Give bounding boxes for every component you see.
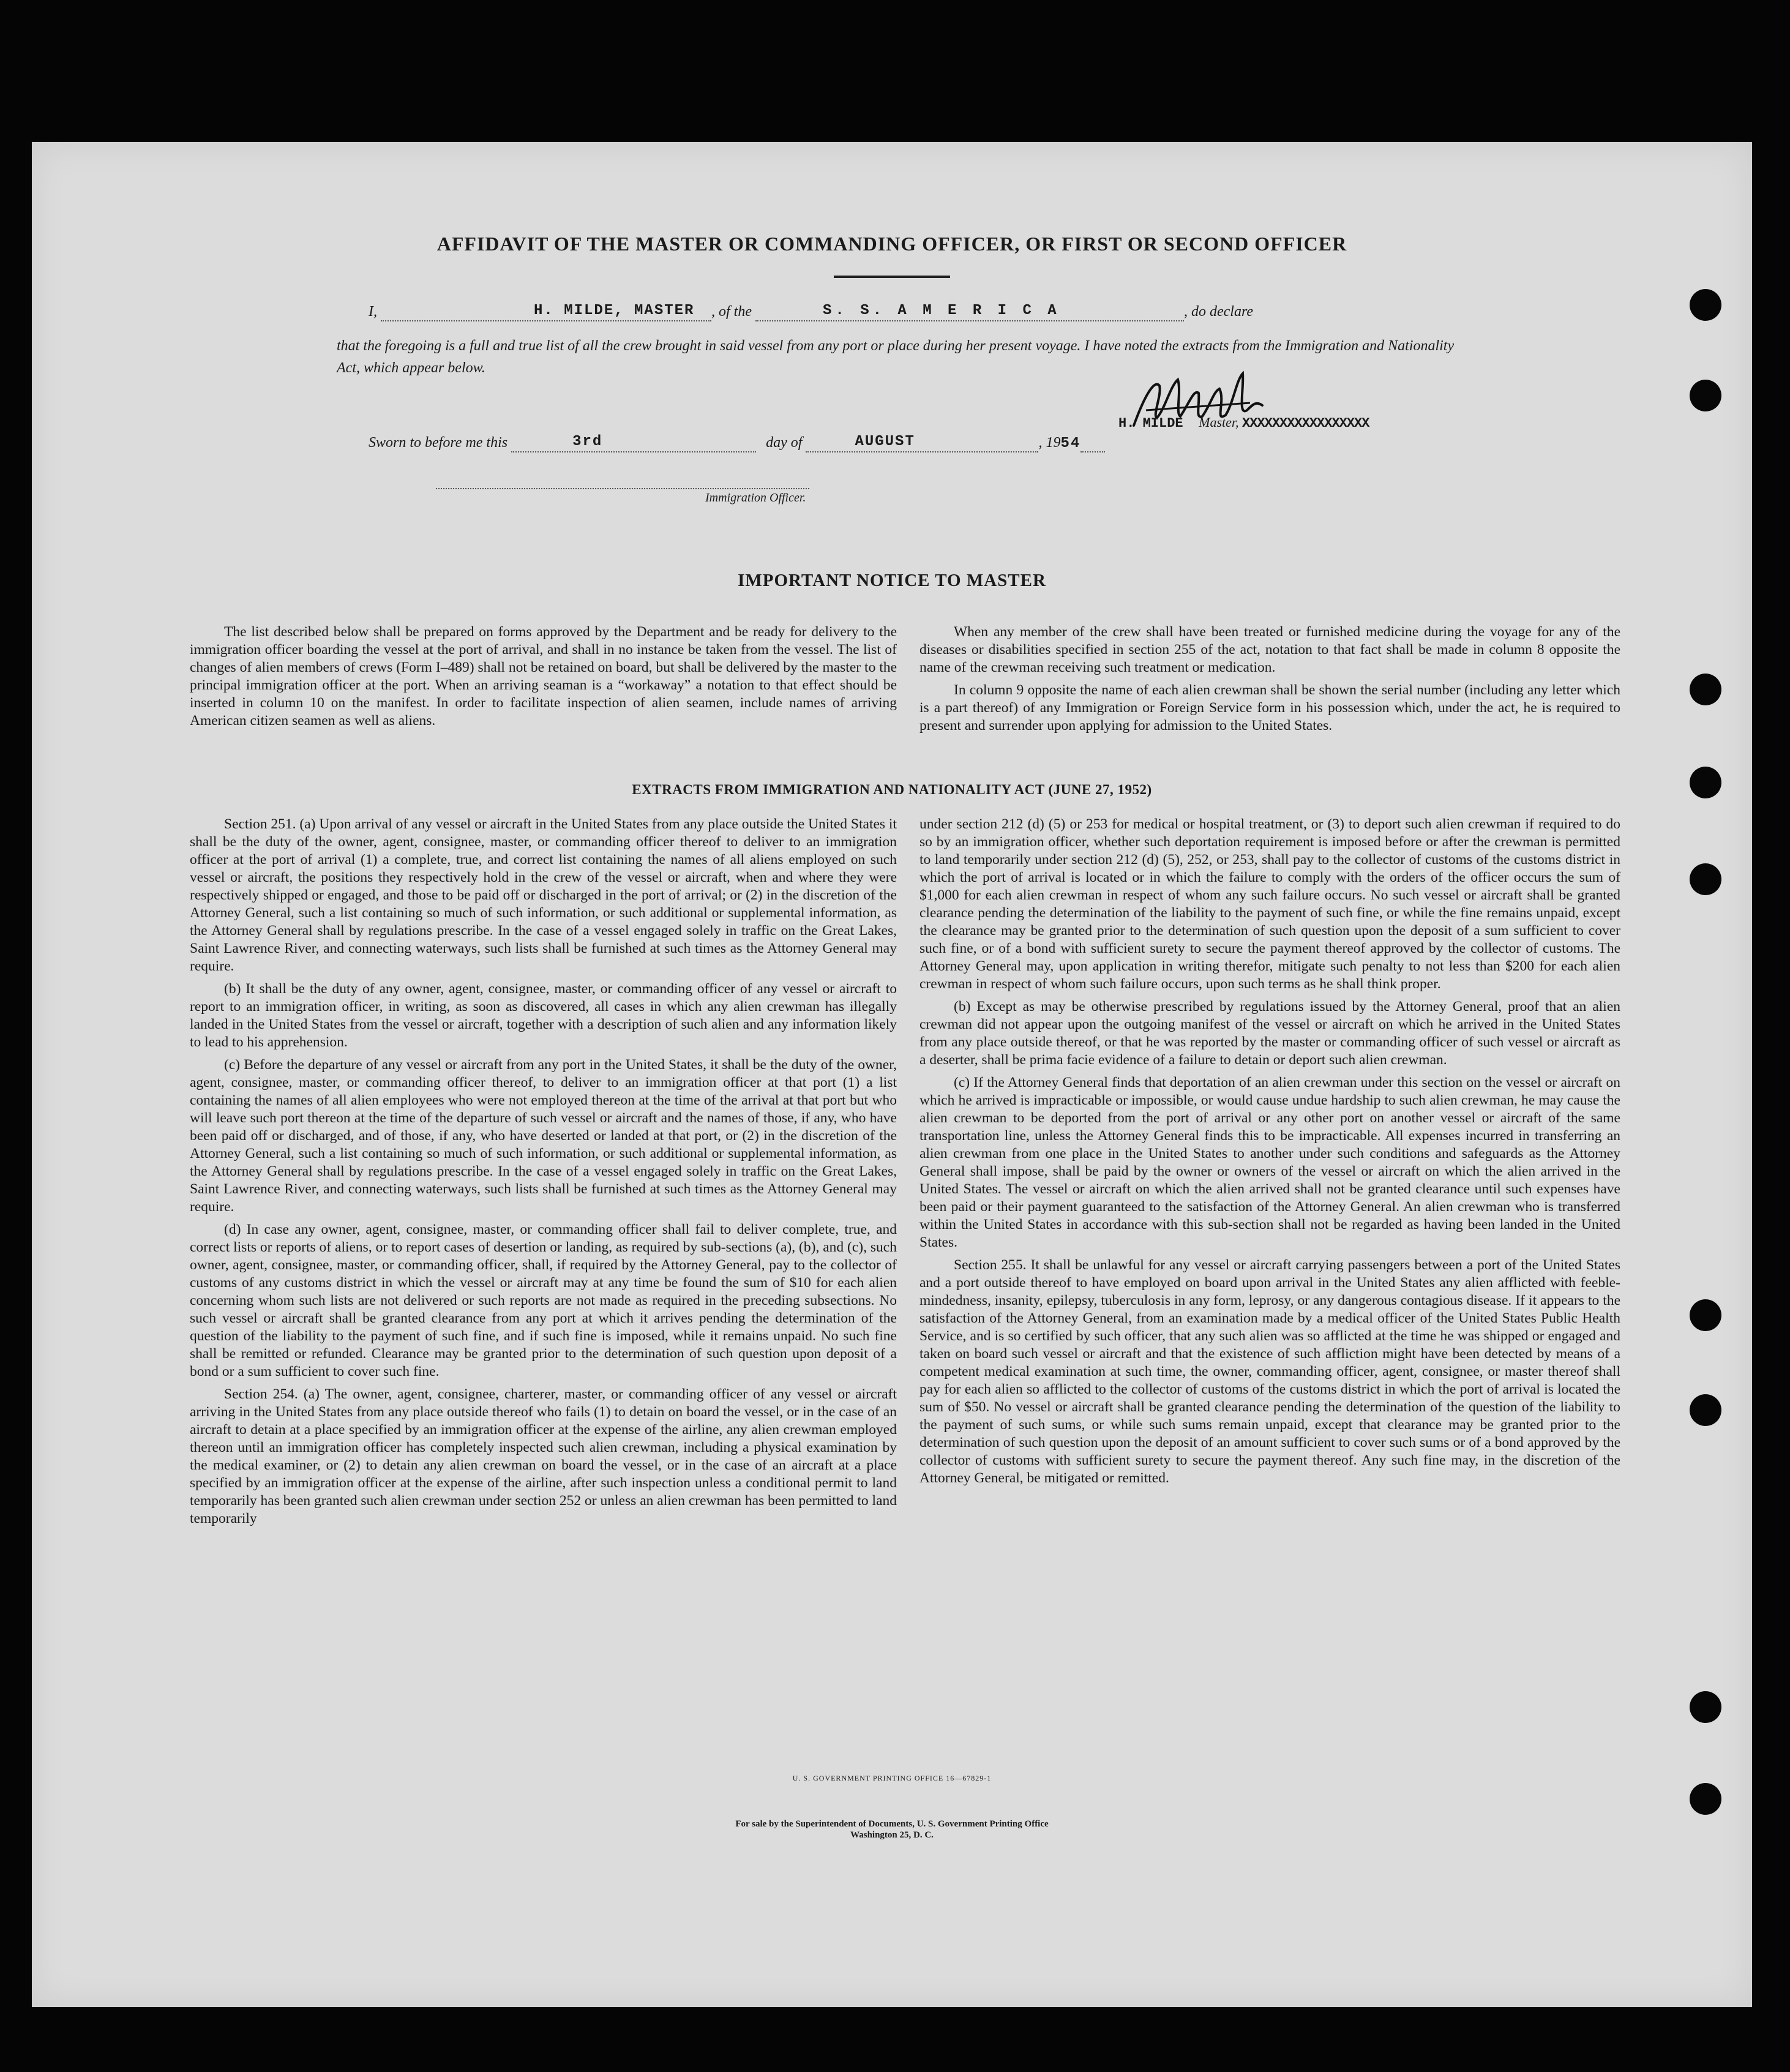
notice-paragraph: In column 9 opposite the name of each alien crewman shall be shown the serial number (including any letter which is a part thereof) of any Immigration or Foreign Service form in his possession which, under the act, he is required to present and surrender upon applying for admission to the United States. <box>919 682 1620 734</box>
master-name-value: H. MILDE, MASTER <box>534 302 695 319</box>
immigration-officer-label: Immigration Officer. <box>705 491 806 505</box>
master-name-field <box>381 304 711 321</box>
master-label: Master, <box>1199 415 1239 430</box>
for-sale-line-2: Washington 25, D. C. <box>850 1830 934 1840</box>
struck-title: XXXXXXXXXXXXXXXXX <box>1242 416 1369 431</box>
month-value: AUGUST <box>855 434 915 450</box>
day-value: 3rd <box>572 434 603 450</box>
document-page <box>32 142 1752 2007</box>
section-paragraph: (b) Except as may be otherwise prescribed by regulations issued by the Attorney General, proof that an alien crewman did not appear upon the outgoing manifest of the vessel or aircraft on which he arrived in the United States from any place outside thereof, or that he was reported by the master or commanding officer of such vessel or aircraft as a deserter, shall be prima facie evidence of a failure to detain or deport such alien crewman. <box>919 999 1620 1068</box>
signed-name: H. MILDE <box>1118 416 1183 431</box>
day-field <box>511 435 756 452</box>
of-the-label: , of the <box>711 304 752 320</box>
year-value: 54 <box>1060 435 1081 452</box>
section-paragraph: (c) If the Attorney General finds that deportation of an alien crewman under this section on the vessel or aircraft on which he arrived is impracticable or impossible, or would cause undue hardship to such alien crewman, he may cause the alien crewman to be deported from the port of arrival or any other port on another vessel or aircraft of the same transportation line, unless the Attorney General finds this to be impracticable. All expenses incurred in transferring an alien crewman from one place in the United States to another under such conditions and safeguards as the Attorney General shall impose, shall be paid by the owner or owners of the vessel or aircraft on which the alien arrived in the United States. The vessel or aircraft on which the alien arrived shall not be granted clearance until such expenses have been paid or their payment guaranteed to the satisfaction of the Attorney General. An alien crewman who is transferred within the United States in accordance with this sub-section shall not be regarded as having been landed in the United States. <box>919 1075 1620 1250</box>
notice-right-column <box>919 623 1620 740</box>
immigration-officer-signature-line <box>436 488 809 489</box>
binder-hole <box>1690 863 1721 895</box>
notice-paragraph: The list described below shall be prepared on forms approved by the Department and be ready for delivery to the immigration officer boarding the vessel at the port of arrival, and shall in no instance be taken from the vessel. The list of changes of alien members of crews (Form I–489) shall not be retained on board, but shall be delivered by the master to the principal immigration officer at the port. When an arriving seaman is a “workaway” a notation to that effect should be inserted in column 10 on the manifest. In order to facilitate inspection of alien seamen, include names of arriving American citizen seamen as well as aliens. <box>190 624 897 729</box>
affidavit-title: AFFIDAVIT OF THE MASTER OR COMMANDING OFFICER, OR FIRST OR SECOND OFFICER <box>436 233 1347 255</box>
section-paragraph: Section 255. It shall be unlawful for any vessel or aircraft carrying passengers between a port of the United States and a port outside thereof to have employed on board upon arrival in the United States any alien afflicted with feeble-mindedness, insanity, epilepsy, tuberculosis in any form, leprosy, or any dangerous contagious disease. If it appears to the satisfaction of the Attorney General, from an examination made by a medical officer of the United States Public Health Service, and is so certified by such officer, that any such alien was so afflicted at the time he was shipped or engaged and taken on board such vessel or aircraft and that the existence of such affliction might have been detected by means of a competent medical examination at such time, the owner, commanding officer, agent, consignee, or master thereof shall pay for each alien so afflicted to the collector of customs of the customs district in which the port of arrival is located the sum of $50. No vessel or aircraft shall be granted clearance pending the determination of the question of the liability to the payment of such sums, or while such sums remain unpaid, except that clearance may be granted prior to the determination of such question upon the deposit of an amount sufficient to cover such sums or of a bond approved by the collector of customs with sufficient surety to secure the payment thereof. Any such fine may, in the discretion of the Attorney General, be mitigated or remitted. <box>919 1257 1620 1486</box>
for-sale-line-1: For sale by the Superintendent of Documents, U. S. Government Printing Office <box>735 1819 1049 1829</box>
binder-hole <box>1690 674 1721 705</box>
section-paragraph: (d) In case any owner, agent, consignee, master, or commanding officer shall fail to deliver complete, true, and correct lists or reports of aliens, or to report cases of desertion or landing, as required by sub-sections (a), (b), and (c), such owner, agent, consignee, master, or commanding officer, shall, if required by the Attorney General, pay to the collector of customs of any customs district in which the vessel or aircraft may at any time be found the sum of $10 for each alien concerning whom such lists are not delivered or such reports are not made as required in the preceding subsections. No such vessel or aircraft shall be granted clearance from any port at which it arrives pending the determination of the question of the liability to the payment of such fine, and if such fine is imposed, while it remains unpaid. No such fine shall be remitted or refunded. Clearance may be granted prior to the determination of such question upon deposit of a bond or a sum sufficient to cover such fine. <box>190 1222 897 1379</box>
section-paragraph: under section 212 (d) (5) or 253 for medical or hospital treatment, or (3) to deport such alien crewman if required to do so by an immigration officer, whether such deportation requirement is imposed before or after the crewman is permitted to land temporarily under section 212 (d) (5), 252, or 253, shall pay to the collector of customs of the customs district in which the port of arrival is located or in which the failure to comply with the orders of the officer occurs the sum of $1,000 for each alien crewman in respect of whom any such failure occurs. No such vessel or aircraft shall be granted clearance pending the determination of the liability to the payment of such fine, or while the fine remains unpaid, except the clearance may be granted prior to the determination of such question upon the deposit of a sum sufficient to cover such fine, or of a bond with sufficient surety to secure the payment thereof approved by the collector of customs. The Attorney General may, upon application in writing therefor, mitigate such penalty to not less than $200 for each alien crewman in respect of whom such failure occurs, upon such terms as he shall think proper. <box>919 816 1620 992</box>
binder-hole <box>1690 1691 1721 1723</box>
extracts-left-column <box>190 816 897 1533</box>
declaration-text: that the foregoing is a full and true list of all the crew brought in said vessel from any port or place during her present voyage. I have noted the extracts from the Immigration and Nationality Act, which appear below. <box>337 338 1455 376</box>
section-paragraph: (b) It shall be the duty of any owner, agent, consignee, master, or commanding officer of any vessel or aircraft to report to an immigration officer, in writing, as soon as discovered, all cases in which any alien crewman has illegally landed in the United States from the vessel or aircraft, together with a description of such alien and any information likely to lead to his apprehension. <box>190 981 897 1050</box>
binder-hole <box>1690 289 1721 321</box>
year-field-tail <box>1080 435 1105 452</box>
day-of-label: day of <box>766 435 803 451</box>
binder-hole <box>1690 767 1721 798</box>
section-paragraph: Section 254. (a) The owner, agent, consignee, charterer, master, or commanding officer of any vessel or aircraft arriving in the United States from any place outside thereof who fails (1) to detain on board the vessel, or in the case of an aircraft to detain at a place specified by an immigration officer at the expense of the airline, any alien crewman employed thereon until an immigration officer has completely inspected such alien crewman, including a physical examination by the medical examiner, or (2) to detain any alien crewman on board the vessel, or in the case of an aircraft at a place specified by an immigration officer at the expense of the airline, after such inspection unless a conditional permit to land temporarily has been granted such alien crewman under section 252 or unless an alien crewman has been permitted to land temporarily <box>190 1386 897 1526</box>
notice-paragraph: When any member of the crew shall have been treated or furnished medicine during the voyage for any of the diseases or disabilities specified in section 255 of the act, notation to that fact shall be made in column 8 opposite the name of the crewman receiving such treatment or medication. <box>919 624 1620 675</box>
i-label: I, <box>369 304 377 320</box>
month-field <box>806 435 1038 452</box>
sworn-line <box>369 435 1105 452</box>
declaration-line <box>369 304 1253 321</box>
sworn-label: Sworn to before me this <box>369 435 508 451</box>
section-paragraph: Section 251. (a) Upon arrival of any vessel or aircraft in the United States from any place outside the United States it shall be the duty of the owner, agent, consignee, master, or commanding officer thereof to deliver to an immigration officer at the port of arrival (1) a complete, true, and correct list containing the names of all aliens employed on such vessel or aircraft, the positions they respectively hold in the crew of the vessel or aircraft, when and where they were respectively shipped or engaged, and those to be paid off or discharged in the port of arrival; or (2) in the discretion of the Attorney General, such a list containing so much of such information, or such additional or supplemental information, as the Attorney General shall by regulations prescribe. In the case of a vessel engaged solely in traffic on the Great Lakes, Saint Lawrence River, and connecting waterways, such lists shall be furnished at such times as the Attorney General may require. <box>190 816 897 974</box>
title-rule <box>834 276 950 278</box>
binder-hole <box>1690 380 1721 411</box>
master-signature-block <box>1118 415 1369 431</box>
vessel-value: S. S. A M E R I C A <box>823 302 1060 319</box>
section-paragraph: (c) Before the departure of any vessel or aircraft from any port in the United States, it shall be the duty of the owner, agent, consignee, master, or commanding officer thereof, to deliver to an immigration officer at that port (1) a list containing the names of all alien employees who were not employed thereon at the time of the arrival at that port but who will leave such port thereon at the time of the departure of such vessel or aircraft and the names of those, if any, who have been paid off or discharged, and of those, if any, who have deserted or landed at that port, or (2) in the discretion of the Attorney General, such a list containing so much of such information, or such additional or supplemental information, as the Attorney General shall by regulations prescribe. In the case of a vessel engaged solely in traffic on the Great Lakes, Saint Lawrence River, and connecting waterways, such lists shall be furnished at such times as the Attorney General may require. <box>190 1057 897 1215</box>
printing-office-line: U. S. GOVERNMENT PRINTING OFFICE 16—67829-1 <box>792 1774 992 1782</box>
extracts-title: EXTRACTS FROM IMMIGRATION AND NATIONALITY ACT (JUNE 27, 1952) <box>632 782 1152 797</box>
for-sale-notice <box>32 1819 1752 1841</box>
extracts-right-column <box>919 816 1620 1492</box>
do-declare-label: , do declare <box>1184 304 1254 320</box>
binder-hole <box>1690 1299 1721 1331</box>
vessel-field <box>755 304 1184 321</box>
notice-title: IMPORTANT NOTICE TO MASTER <box>738 571 1046 590</box>
year-prefix: , 19 <box>1038 435 1061 451</box>
binder-hole <box>1690 1394 1721 1426</box>
notice-left-column <box>190 623 897 735</box>
binder-hole <box>1690 1783 1721 1815</box>
